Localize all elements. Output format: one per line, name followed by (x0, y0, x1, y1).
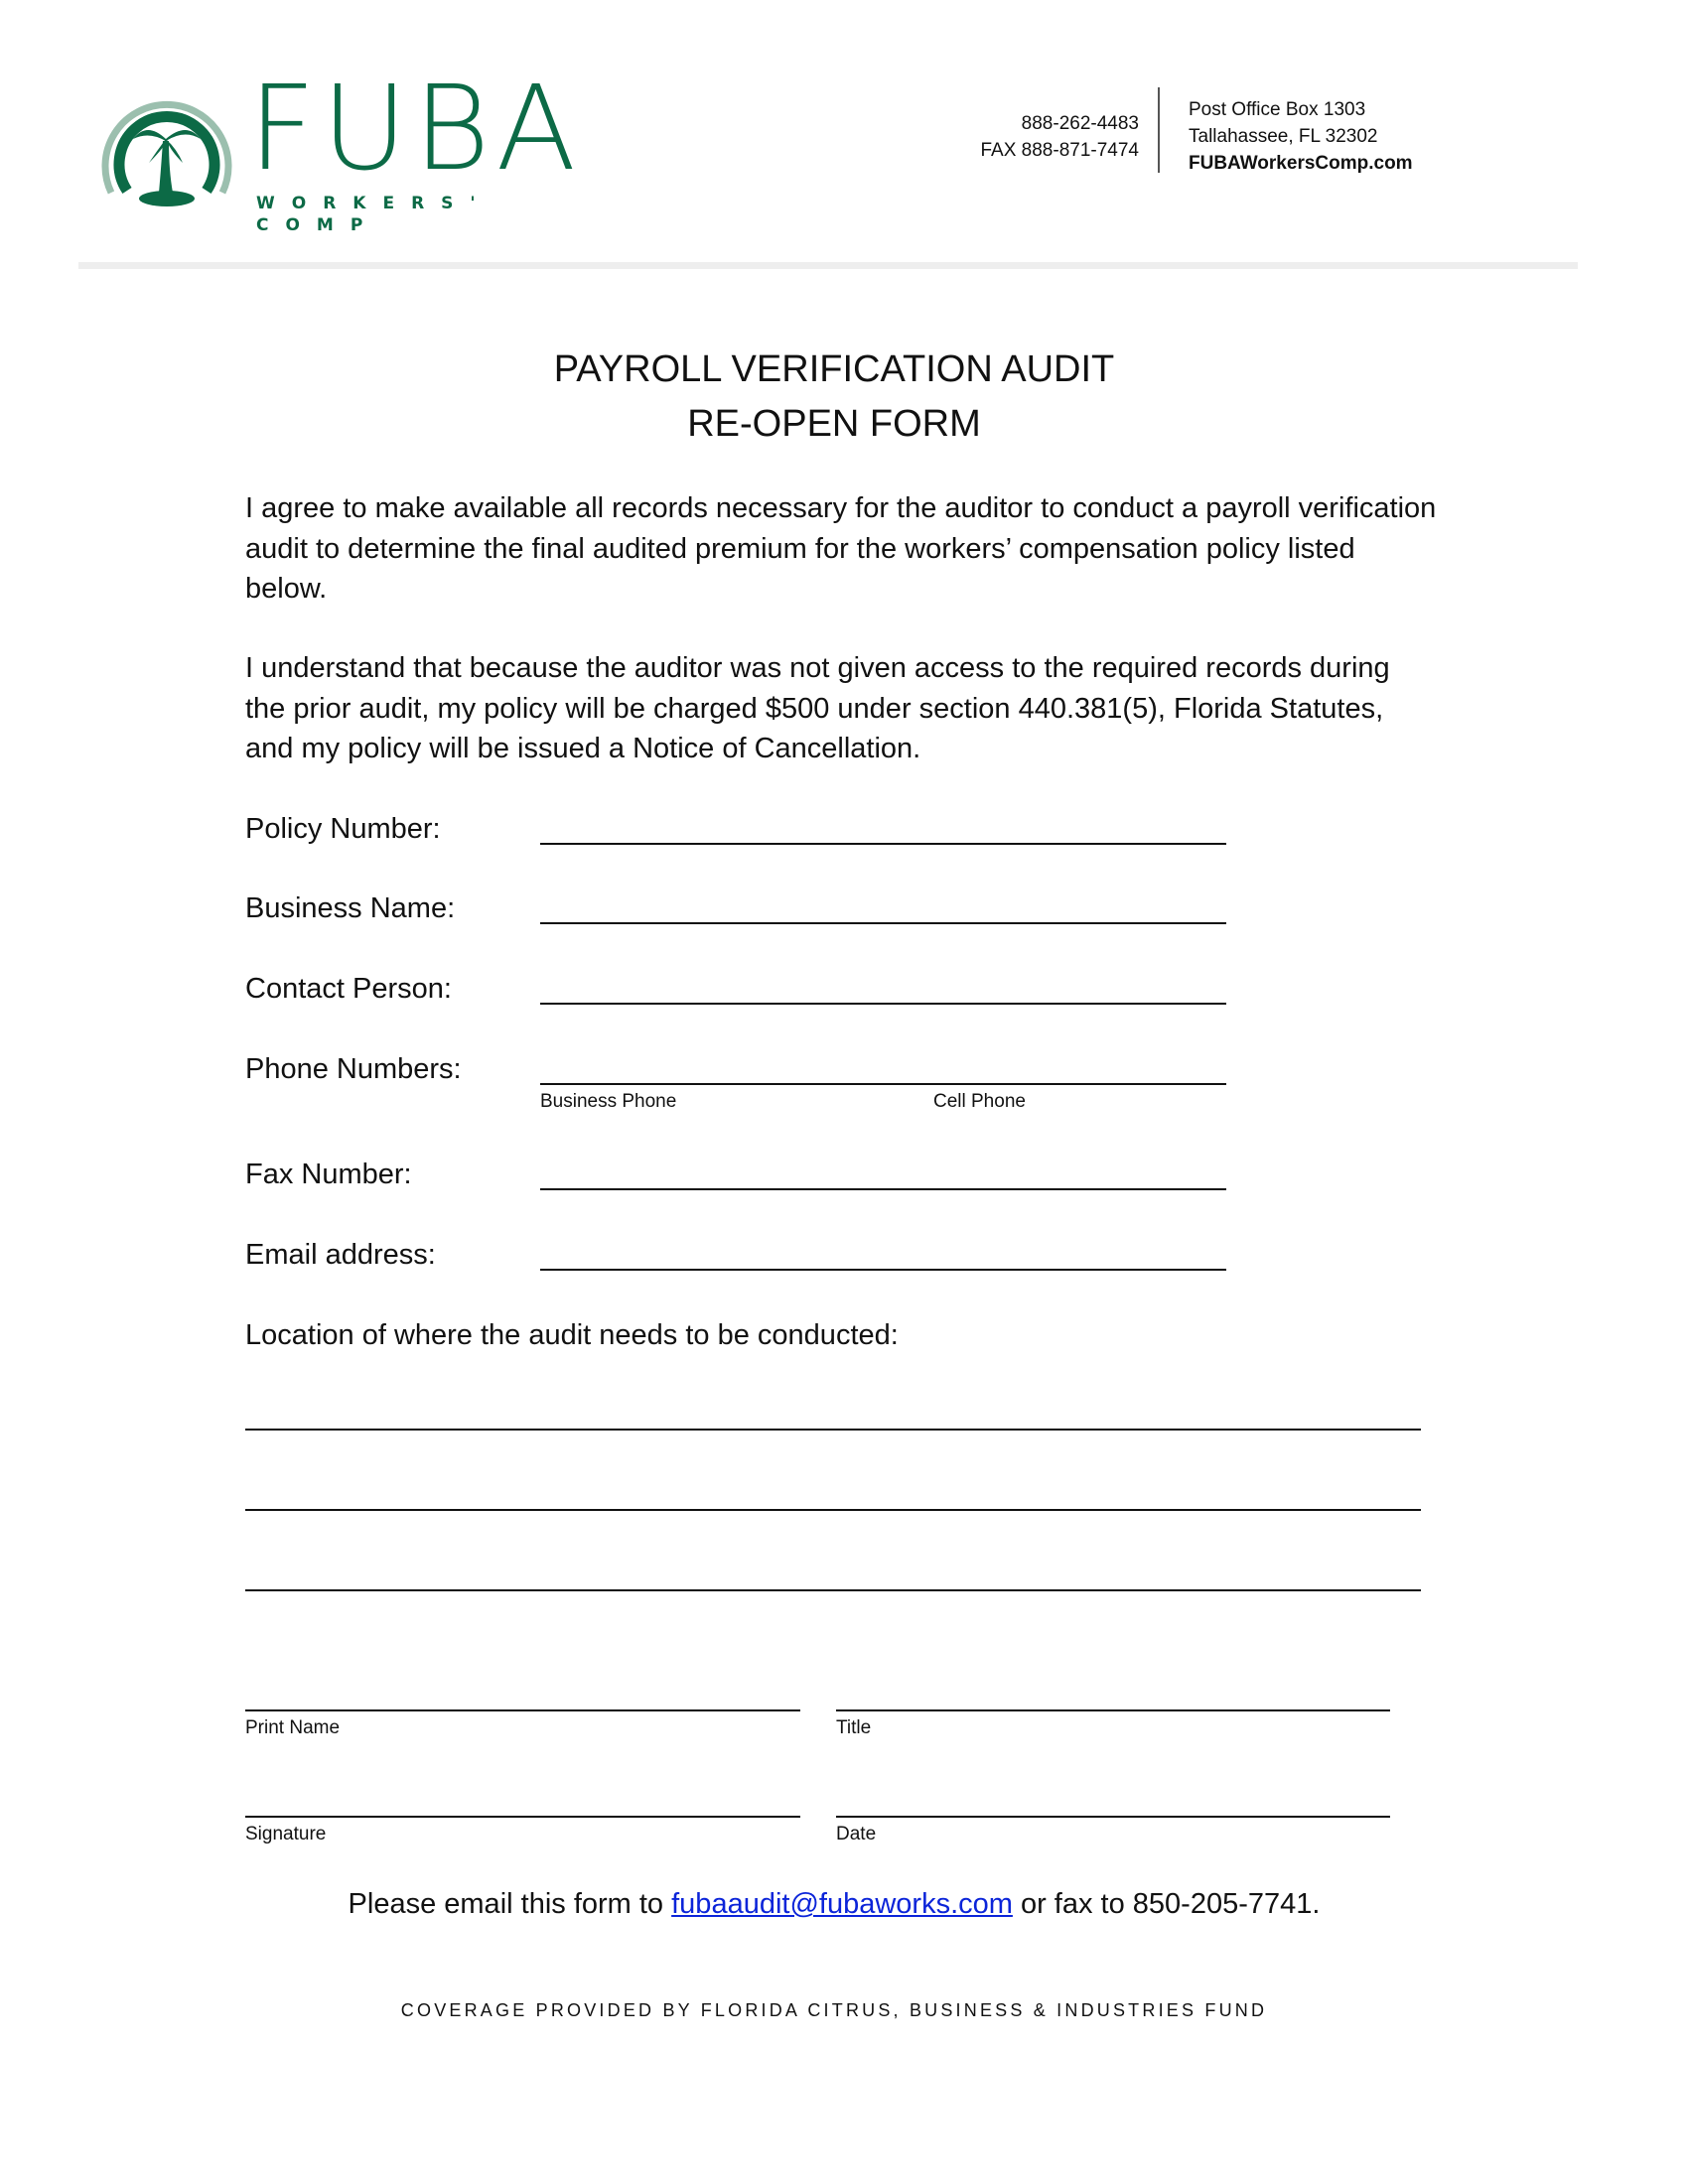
submit-prefix: Please email this form to (348, 1888, 672, 1920)
header-separator-bar (78, 262, 1578, 269)
email-address-field[interactable] (540, 1269, 1226, 1271)
phone-numbers-field[interactable] (540, 1083, 1226, 1085)
print-name-caption: Print Name (245, 1717, 341, 1738)
cancellation-paragraph: I understand that because the auditor was not given access to the required records during the prior audit, my policy will be charged $500 under section 440.381(5), Florida Statutes, and my policy will be issued a Notice of Cancellation. (245, 652, 1390, 764)
audit-location-label: Location of where the audit needs to be conducted: (245, 1319, 899, 1351)
audit-email-link[interactable]: fubaaudit@fubaworks.com (671, 1888, 1013, 1920)
contact-phones (844, 110, 1139, 164)
footer-coverage-note: COVERAGE PROVIDED BY FLORIDA CITRUS, BUSINESS & INDUSTRIES FUND (400, 2000, 1268, 2020)
business-phone-caption: Business Phone (540, 1091, 677, 1112)
business-name-field[interactable] (540, 922, 1226, 924)
cell-phone-caption: Cell Phone (933, 1091, 1026, 1112)
business-name-label: Business Name: (245, 892, 456, 924)
header-divider (1158, 87, 1160, 173)
address-line2: Tallahassee, FL 32302 (1189, 126, 1378, 147)
form-title-line2: RE-OPEN FORM (687, 403, 981, 445)
contact-address (1189, 96, 1413, 177)
agreement-paragraph: I agree to make available all records necessary for the auditor to conduct a payroll verification audit to determine the final audited premium for the workers’ compensation policy listed below. (245, 492, 1437, 605)
logo-tagline: WORKERS' COMP (256, 194, 492, 235)
phone-numbers-label: Phone Numbers: (245, 1053, 462, 1085)
phone-number: 888-262-4483 (1021, 113, 1139, 134)
address-line1: Post Office Box 1303 (1189, 99, 1366, 120)
audit-location-line-3[interactable] (245, 1589, 1421, 1591)
contact-person-field[interactable] (540, 1003, 1226, 1005)
website-link[interactable]: FUBAWorkersComp.com (1189, 153, 1413, 174)
company-logo (97, 60, 594, 235)
title-field[interactable] (836, 1709, 1390, 1711)
fax-number-field[interactable] (540, 1188, 1226, 1190)
contact-person-label: Contact Person: (245, 973, 452, 1005)
print-name-field[interactable] (245, 1709, 800, 1711)
palm-tree-icon (97, 81, 236, 210)
date-field[interactable] (836, 1816, 1390, 1818)
audit-location-line-1[interactable] (245, 1429, 1421, 1431)
date-caption: Date (836, 1824, 877, 1844)
logo-wordmark: FUBA (248, 60, 583, 197)
policy-number-field[interactable] (540, 843, 1226, 845)
title-caption: Title (836, 1717, 872, 1738)
signature-caption: Signature (245, 1824, 327, 1844)
audit-location-line-2[interactable] (245, 1509, 1421, 1511)
signature-field[interactable] (245, 1816, 800, 1818)
fax-number: FAX 888-871-7474 (980, 140, 1139, 161)
policy-number-label: Policy Number: (245, 813, 441, 845)
form-title-line1: PAYROLL VERIFICATION AUDIT (553, 348, 1115, 390)
submit-instructions (0, 1886, 1668, 1922)
submit-suffix: or fax to 850-205-7741. (1012, 1888, 1321, 1920)
email-address-label: Email address: (245, 1239, 436, 1271)
fax-number-label: Fax Number: (245, 1159, 412, 1190)
